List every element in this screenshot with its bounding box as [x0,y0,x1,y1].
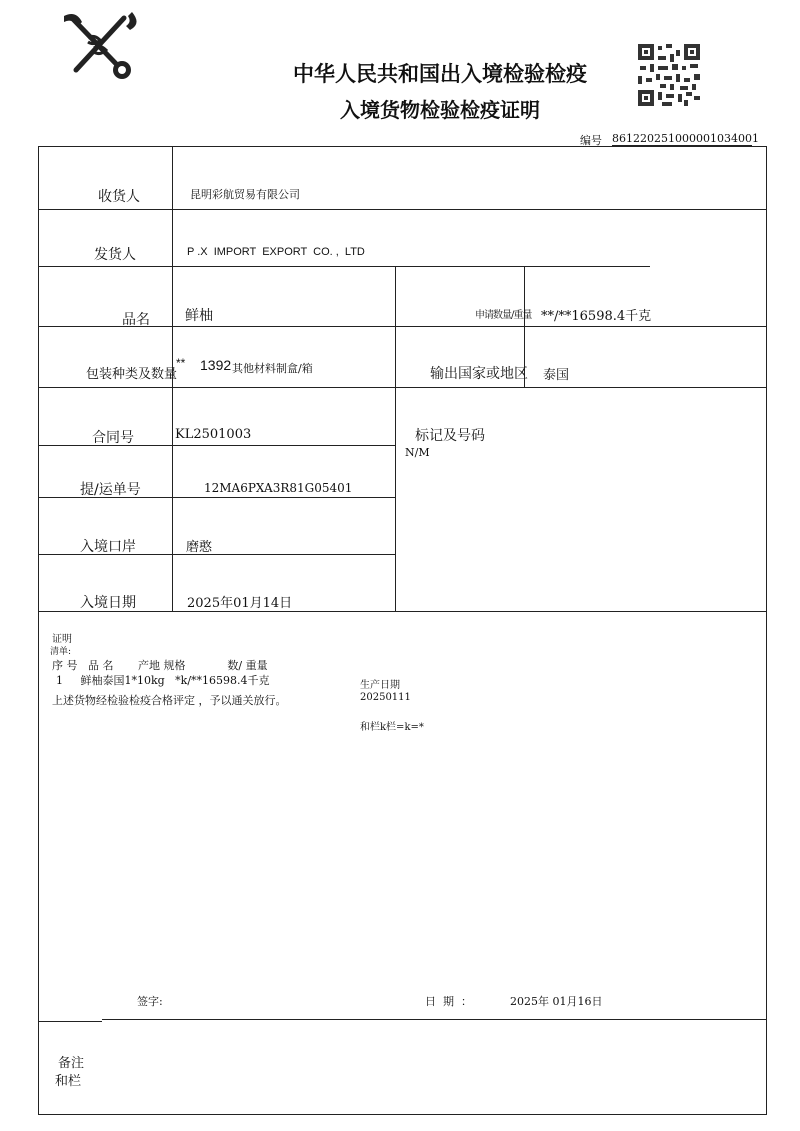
customs-emblem-icon [58,8,142,86]
contract-value: KL2501003 [175,427,252,442]
consignor-value: P .X IMPORT EXPORT CO. , LTD [187,246,365,258]
row-divider [102,1019,767,1020]
marks-value: N/M [405,446,430,459]
qr-code-icon[interactable] [636,42,702,108]
issue-date-label: 日 期 ： [425,995,472,1008]
row-divider [38,209,767,210]
column-divider [395,266,396,611]
quantity-value: **/**16598.4千克 [541,309,652,324]
list-row: 1 鲜柚泰国1*10kg *k/**16598.4千克 [56,674,270,687]
port-label: 入境口岸 [80,539,136,555]
packaging-prefix: ** [176,356,186,370]
list-label: 清单: [50,647,72,657]
row-divider [38,266,650,267]
row-divider [38,611,767,612]
remarks-value: 和栏 [55,1074,82,1089]
serial-number: 861220251000001034001 [612,132,759,145]
issue-date-value: 2025年 01月16日 [510,995,603,1008]
packaging-type: 其他材料制盒/箱 [232,362,313,375]
packaging-count: 1392 [200,357,232,373]
origin-value: 泰国 [543,368,570,383]
bill-value: 12MA6PXA3R81G05401 [204,481,353,495]
row-divider [38,1021,102,1022]
entry-date-label: 入境日期 [80,595,136,611]
marks-label: 标记及号码 [415,428,485,444]
remarks-label: 备注 [58,1056,85,1071]
bill-label: 提/运单号 [80,482,141,498]
signature-label: 签字: [137,995,163,1008]
product-label: 品名 [122,312,150,328]
entry-date-value: 2025年01月14日 [187,596,293,611]
contract-label: 合同号 [92,430,134,446]
certificate-note: 和栏k栏=k=* [360,722,424,733]
origin-label: 输出国家或地区 [430,366,528,382]
consignee-value: 昆明彩航贸易有限公司 [190,188,300,201]
quantity-label: 申请数量/重量 [475,310,532,321]
list-header: 序 号 品 名 产地 规格 数/ 重量 [52,659,268,672]
document-subtitle: 入境货物检验检疫证明 [340,98,540,122]
port-value: 磨憨 [186,540,213,555]
product-value: 鲜柚 [185,308,213,324]
serial-label: 编号 [580,134,602,147]
document-title: 中华人民共和国出入境检验检疫 [293,62,587,86]
certificate-title: 证明 [52,634,72,645]
packaging-label: 包装种类及数量 [86,367,178,382]
certificate-frame [38,146,767,1115]
release-statement: 上述货物经检验检疫合格评定 ，予以通关放行。 [52,694,287,707]
consignee-label: 收货人 [98,189,140,205]
consignor-label: 发货人 [94,247,136,263]
production-date-value: 20250111 [360,692,411,703]
production-date-label: 生产日期 [360,680,400,691]
row-divider [38,387,767,388]
